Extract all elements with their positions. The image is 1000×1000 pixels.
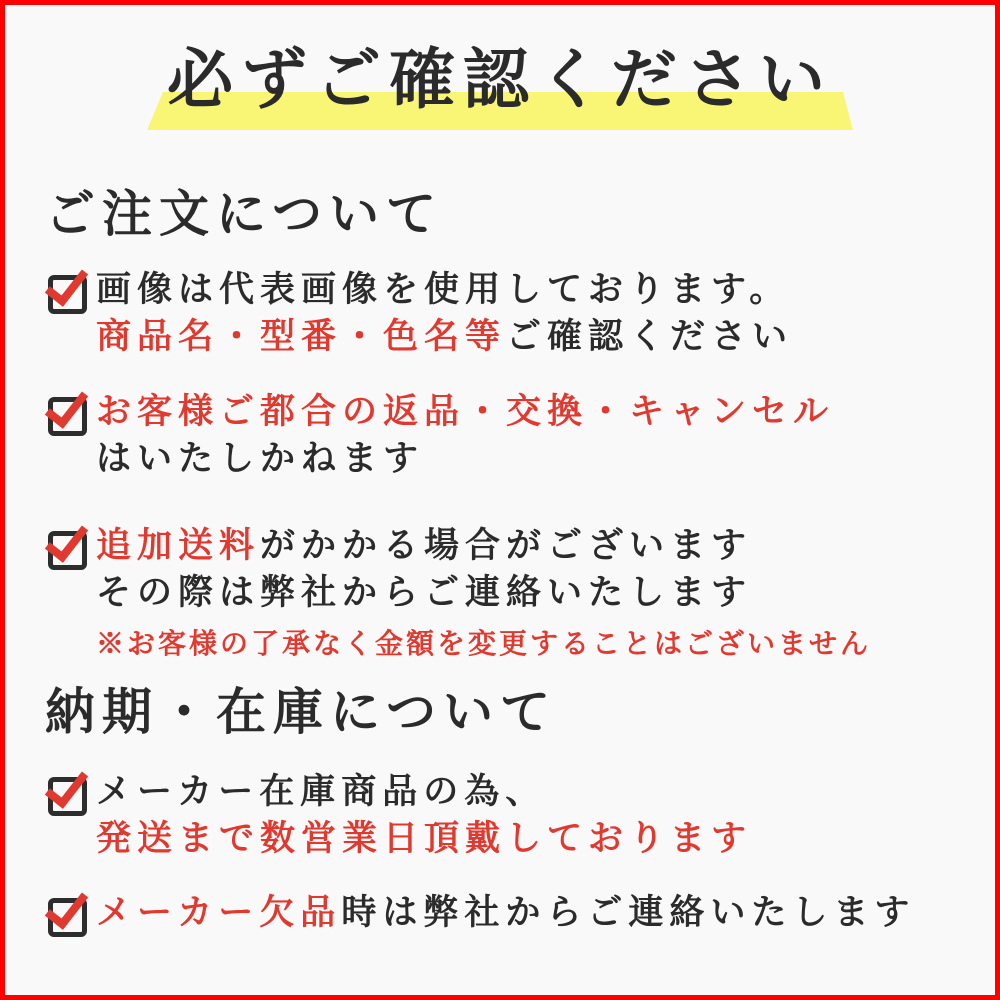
text-line	[96, 388, 834, 435]
item-text	[96, 266, 793, 360]
checkbox-checked-icon	[48, 777, 87, 816]
section-heading-orders: ご注文について	[45, 186, 443, 242]
checkbox-checked-icon	[48, 275, 87, 314]
item-text	[96, 522, 871, 668]
text-line	[96, 889, 915, 936]
emphasis-text: メーカー欠品	[96, 893, 342, 932]
emphasis-text: 追加送料	[96, 526, 261, 565]
list-item	[48, 889, 915, 937]
emphasis-text: お客様ご都合の返品・交換・キャンセル	[96, 392, 835, 431]
body-text: はいたしかねます	[96, 439, 425, 478]
text-line	[96, 435, 834, 482]
note-text: ※お客様の了承なく金額を変更することはございません	[96, 629, 872, 660]
item-text	[96, 889, 915, 936]
text-line	[96, 815, 752, 862]
list-item	[48, 768, 752, 862]
body-text: がかかる場合がございます	[260, 526, 753, 565]
emphasis-text: 商品名・型番・色名等	[96, 317, 507, 356]
body-text: 時は弊社からご連絡いたします	[341, 893, 916, 932]
text-line	[96, 313, 793, 360]
text-line	[96, 266, 793, 313]
item-text	[96, 388, 834, 482]
list-item	[48, 522, 871, 668]
body-text: ご確認ください	[506, 317, 794, 356]
list-item	[48, 388, 834, 482]
checkbox-checked-icon	[48, 531, 87, 570]
body-text: メーカー在庫商品の為、	[96, 772, 547, 811]
body-text: 画像は代表画像を使用しております。	[96, 270, 791, 309]
list-item	[48, 266, 793, 360]
text-line	[96, 522, 871, 569]
checkbox-checked-icon	[48, 898, 87, 937]
page-title: 必ずご確認ください	[167, 44, 833, 117]
section-heading-delivery-stock: 納期・在庫について	[45, 684, 557, 740]
text-line	[96, 768, 752, 815]
emphasis-text: 発送まで数営業日頂戴しております	[96, 819, 753, 858]
text-line	[96, 569, 871, 616]
item-text	[96, 768, 752, 862]
body-text: その際は弊社からご連絡いたします	[96, 573, 753, 612]
checkbox-checked-icon	[48, 397, 87, 436]
